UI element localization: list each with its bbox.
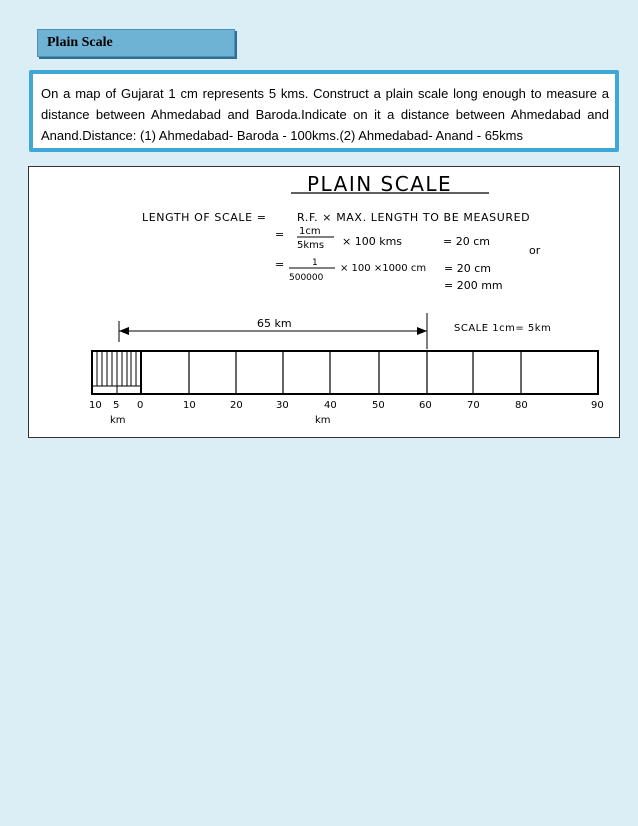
tick-label: 50 — [372, 400, 385, 411]
unit-label-center: km — [315, 415, 331, 426]
dimension-label-65km: 65 km — [257, 317, 292, 330]
formula-times-1: × 100 kms — [342, 235, 403, 248]
formula-frac1-numerator: 1cm — [299, 226, 321, 237]
tick-label: 70 — [467, 400, 480, 411]
formula-frac2-numerator: 1 — [312, 258, 318, 268]
unit-label-left: km — [110, 415, 126, 426]
formula-frac2-denominator: 500000 — [289, 273, 324, 283]
tick-label: 10 — [89, 400, 102, 411]
formula-rf-expression: R.F. × MAX. LENGTH TO BE MEASURED — [297, 211, 531, 224]
formula-equals-1: = — [275, 228, 285, 241]
dimension-left-arrow — [119, 327, 129, 335]
problem-box — [29, 70, 619, 152]
formula-times-2: × 100 ×1000 cm — [340, 263, 427, 274]
section-title: Plain Scale — [47, 35, 113, 50]
scale-bar — [92, 351, 598, 394]
plain-scale-drawing — [29, 167, 619, 437]
tick-label: 30 — [276, 400, 289, 411]
tick-labels — [89, 400, 604, 411]
formula-frac1-denominator: 5kms — [297, 240, 325, 251]
formula-result-1: = 20 cm — [443, 235, 490, 248]
problem-statement: On a map of Gujarat 1 cm represents 5 kms. Construct a plain scale long enough to measure a distance between Ahmedabad and Baroda.Indicate on it a distance between Ahmedabad and Anand.Distance: (1) Ahmedabad- Baroda - 100kms.(2) Ahmedabad- Anand - 65kms — [33, 74, 615, 148]
formula-or: or — [529, 244, 541, 257]
tick-label: 10 — [183, 400, 196, 411]
tick-label: 90 — [591, 400, 604, 411]
tick-label: 80 — [515, 400, 528, 411]
scale-note: SCALE 1cm= 5km — [454, 323, 552, 334]
tick-label: 20 — [230, 400, 243, 411]
tick-label: 0 — [137, 400, 144, 411]
section-title-box — [37, 29, 235, 57]
tick-label: 40 — [324, 400, 337, 411]
figure-heading: PLAIN SCALE — [307, 172, 453, 196]
formula-length-of-scale: LENGTH OF SCALE = — [142, 211, 267, 224]
tick-label: 5 — [113, 400, 120, 411]
formula-equals-2: = — [275, 258, 285, 271]
dimension-right-arrow — [417, 327, 427, 335]
subdivision-hatching — [97, 351, 136, 386]
plain-scale-figure — [28, 166, 620, 438]
formula-result-2: = 20 cm — [444, 262, 491, 275]
formula-result-3: = 200 mm — [444, 279, 503, 292]
scale-bar-outline — [92, 351, 598, 394]
tick-label: 60 — [419, 400, 432, 411]
